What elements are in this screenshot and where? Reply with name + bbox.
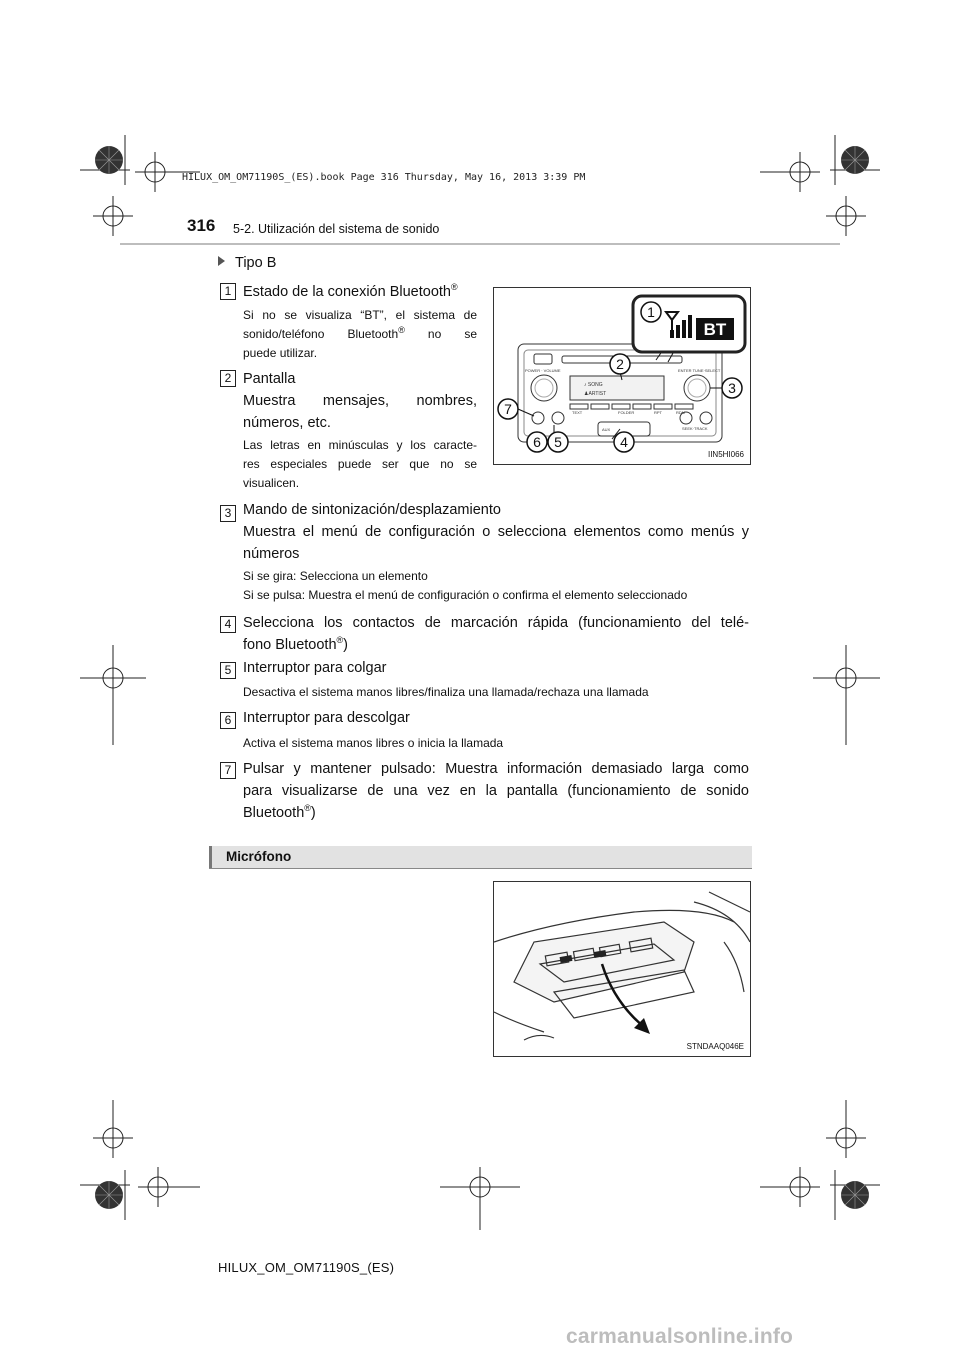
svg-text:RDM: RDM <box>676 410 686 415</box>
page-number: 316 <box>187 216 216 235</box>
item-3-description: Si se gira: Selecciona un elemento Si se pulsa: Muestra el menú de configuración o confirma el elemento seleccionado <box>243 569 688 602</box>
microphone-heading-rule <box>209 868 752 869</box>
svg-text:5: 5 <box>554 434 562 450</box>
svg-text:SEEK·TRACK: SEEK·TRACK <box>682 426 708 431</box>
document-footer: HILUX_OM_OM71190S_(ES) <box>218 1260 395 1275</box>
item-5-description: Desactiva el sistema manos libres/finaliza una llamada/rechaza una llamada <box>243 685 649 699</box>
item-number-1: 1 <box>220 283 236 300</box>
item-1-description: Si no se visualiza “BT”, el sistema de sonido/teléfono Bluetooth® no se puede utilizar. <box>243 308 477 360</box>
item-1-title: Estado de la conexión Bluetooth® <box>243 282 458 300</box>
section-title: 5-2. Utilización del sistema de sonido <box>233 222 440 236</box>
triangle-bullet-icon <box>218 256 225 266</box>
bt-zoom-label: BT <box>703 320 727 339</box>
microphone-figure <box>493 881 751 1057</box>
svg-text:♟ARTIST: ♟ARTIST <box>584 391 607 397</box>
microphone-heading: Micrófono <box>226 849 292 864</box>
item-7-title: Pulsar y mantener pulsado: Muestra información demasiado larga como para visualizarse de una vez en la pantalla (funcionamiento de sonido Bluetooth®) <box>243 761 749 821</box>
microphone-heading-bar <box>209 846 752 868</box>
svg-text:RPT: RPT <box>654 410 662 415</box>
item-number-7: 7 <box>220 762 236 779</box>
audio-unit-illustration <box>494 288 750 464</box>
svg-text:2: 2 <box>616 356 624 372</box>
item-4-title: Selecciona los contactos de marcación rápida (funcionamiento del telé- fono Bluetooth®) <box>243 615 749 653</box>
watermark: carmanualsonline.info <box>566 1325 794 1348</box>
audio-unit-figure <box>493 287 751 465</box>
book-info-line: HILUX_OM_OM71190S_(ES).book Page 316 Thursday, May 16, 2013 3:39 PM <box>182 172 586 183</box>
svg-text:3: 3 <box>728 380 736 396</box>
item-5-title: Interruptor para colgar <box>243 660 387 676</box>
svg-text:7: 7 <box>504 401 512 417</box>
figure-1-code: IIN5HI066 <box>707 450 744 459</box>
item-6-title: Interruptor para descolgar <box>243 710 410 726</box>
overhead-console-illustration <box>494 882 750 1056</box>
item-3-title: Mando de sintonización/desplazamiento Muestra el menú de configuración o selecciona elementos como menús y números <box>243 502 749 562</box>
item-number-5: 5 <box>220 662 236 679</box>
svg-text:♪ SONG: ♪ SONG <box>584 382 603 388</box>
subsection-heading: Tipo B <box>218 255 276 271</box>
svg-text:AUX: AUX <box>602 427 611 432</box>
svg-text:1: 1 <box>647 304 655 320</box>
svg-text:4: 4 <box>620 434 628 450</box>
item-number-3: 3 <box>220 505 236 522</box>
item-2-title: Pantalla Muestra mensajes, nombres, números, etc. <box>243 371 477 431</box>
svg-text:ENTER TUNE·SELECT: ENTER TUNE·SELECT <box>678 368 721 373</box>
figure-2-code: STNDAAQ046E <box>686 1042 744 1051</box>
item-number-6: 6 <box>220 712 236 729</box>
item-number-4: 4 <box>220 616 236 633</box>
svg-text:6: 6 <box>533 434 541 450</box>
item-2-description: Las letras en minúsculas y los caracte- res especiales puede ser que no se visualicen. <box>243 438 477 490</box>
svg-text:TEXT: TEXT <box>572 410 583 415</box>
item-number-2: 2 <box>220 370 236 387</box>
svg-text:FOLDER: FOLDER <box>618 410 635 415</box>
item-6-description: Activa el sistema manos libres o inicia la llamada <box>243 736 504 750</box>
header-divider <box>120 243 840 245</box>
svg-text:POWER · VOLUME: POWER · VOLUME <box>525 368 561 373</box>
